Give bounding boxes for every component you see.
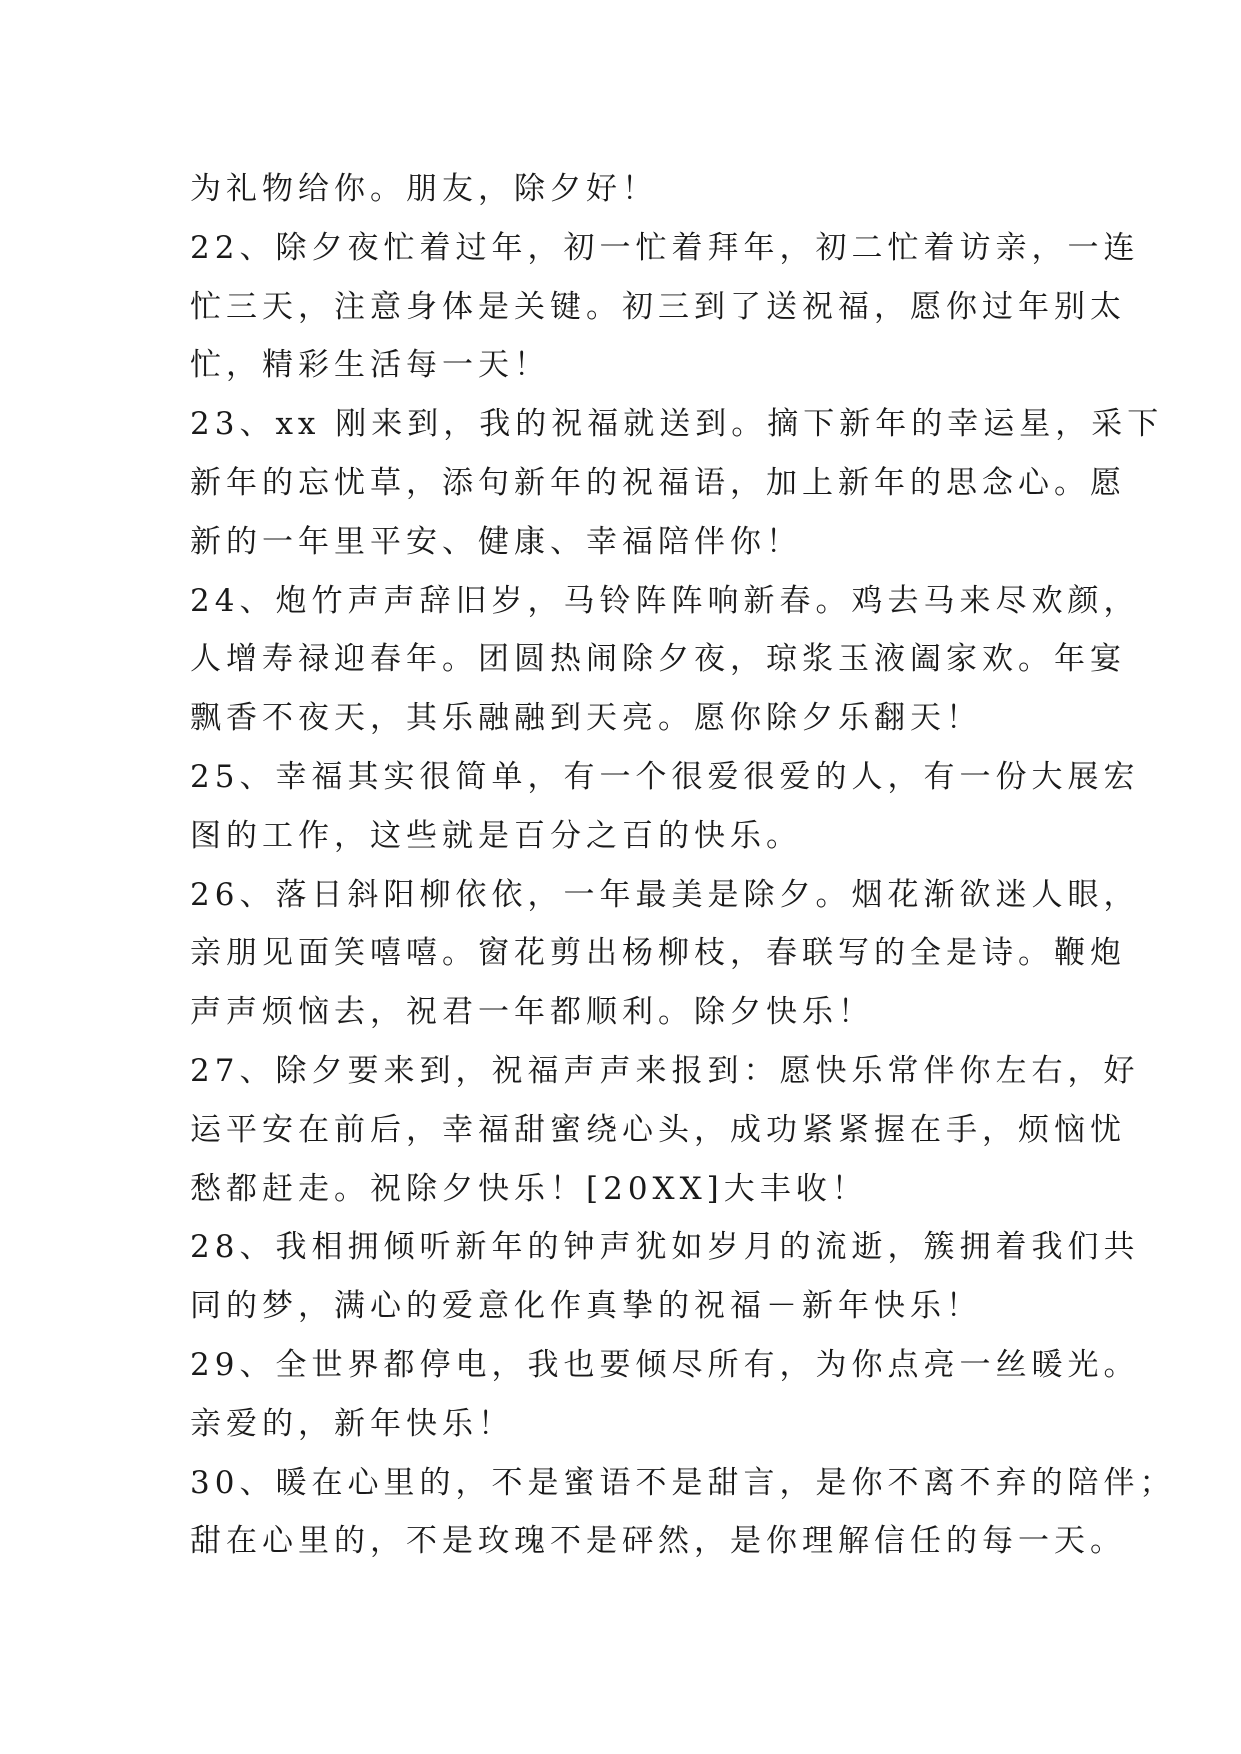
text-line: 忙三天，注意身体是关键。初三到了送祝福，愿你过年别太 — [190, 288, 1126, 325]
text-line: 为礼物给你。朋友，除夕好！ — [190, 171, 658, 207]
text-line: 同的梦，满心的爱意化作真挚的祝福－新年快乐！ — [190, 1288, 982, 1325]
text-line: 22、除夕夜忙着过年，初一忙着拜年，初二忙着访亲，一连 — [190, 229, 1140, 266]
text-line: 26、落日斜阳柳依依，一年最美是除夕。烟花渐欲迷人眼， — [190, 876, 1140, 913]
text-line: 声声烦恼去，祝君一年都顺利。除夕快乐！ — [190, 994, 874, 1031]
text-line: 新的一年里平安、健康、幸福陪伴你！ — [190, 523, 802, 560]
text-line: 30、暖在心里的，不是蜜语不是甜言，是你不离不弃的陪伴； — [190, 1464, 1176, 1501]
text-line: 忙，精彩生活每一天！ — [190, 347, 550, 384]
text-line: 亲朋见面笑嘻嘻。窗花剪出杨柳枝，春联写的全是诗。鞭炮 — [190, 935, 1126, 972]
text-line: 24、炮竹声声辞旧岁，马铃阵阵响新春。鸡去马来尽欢颜， — [190, 582, 1140, 619]
text-line: 27、除夕要来到，祝福声声来报到：愿快乐常伴你左右，好 — [190, 1052, 1140, 1089]
text-line: 愁都赶走。祝除夕快乐！[20XX]大丰收！ — [190, 1170, 868, 1207]
text-line: 人增寿禄迎春年。团圆热闹除夕夜，琼浆玉液阖家欢。年宴 — [190, 641, 1126, 678]
text-line: 25、幸福其实很简单，有一个很爱很爱的人，有一份大展宏 — [190, 758, 1140, 795]
text-line: 甜在心里的，不是玫瑰不是砰然，是你理解信任的每一天。 — [190, 1523, 1126, 1560]
document-body — [190, 160, 1176, 1571]
text-line: 飘香不夜天，其乐融融到天亮。愿你除夕乐翻天！ — [190, 700, 982, 737]
text-line: 28、我相拥倾听新年的钟声犹如岁月的流逝，簇拥着我们共 — [190, 1229, 1140, 1266]
text-line: 亲爱的，新年快乐！ — [190, 1405, 514, 1442]
text-line: 23、xx 刚来到，我的祝福就送到。摘下新年的幸运星，采下 — [190, 406, 1164, 443]
text-line: 新年的忘忧草，添句新年的祝福语，加上新年的思念心。愿 — [190, 464, 1126, 501]
text-line: 29、全世界都停电，我也要倾尽所有，为你点亮一丝暖光。 — [190, 1346, 1140, 1383]
text-line: 图的工作，这些就是百分之百的快乐。 — [190, 817, 802, 854]
text-line: 运平安在前后，幸福甜蜜绕心头，成功紧紧握在手，烦恼忧 — [190, 1111, 1126, 1148]
